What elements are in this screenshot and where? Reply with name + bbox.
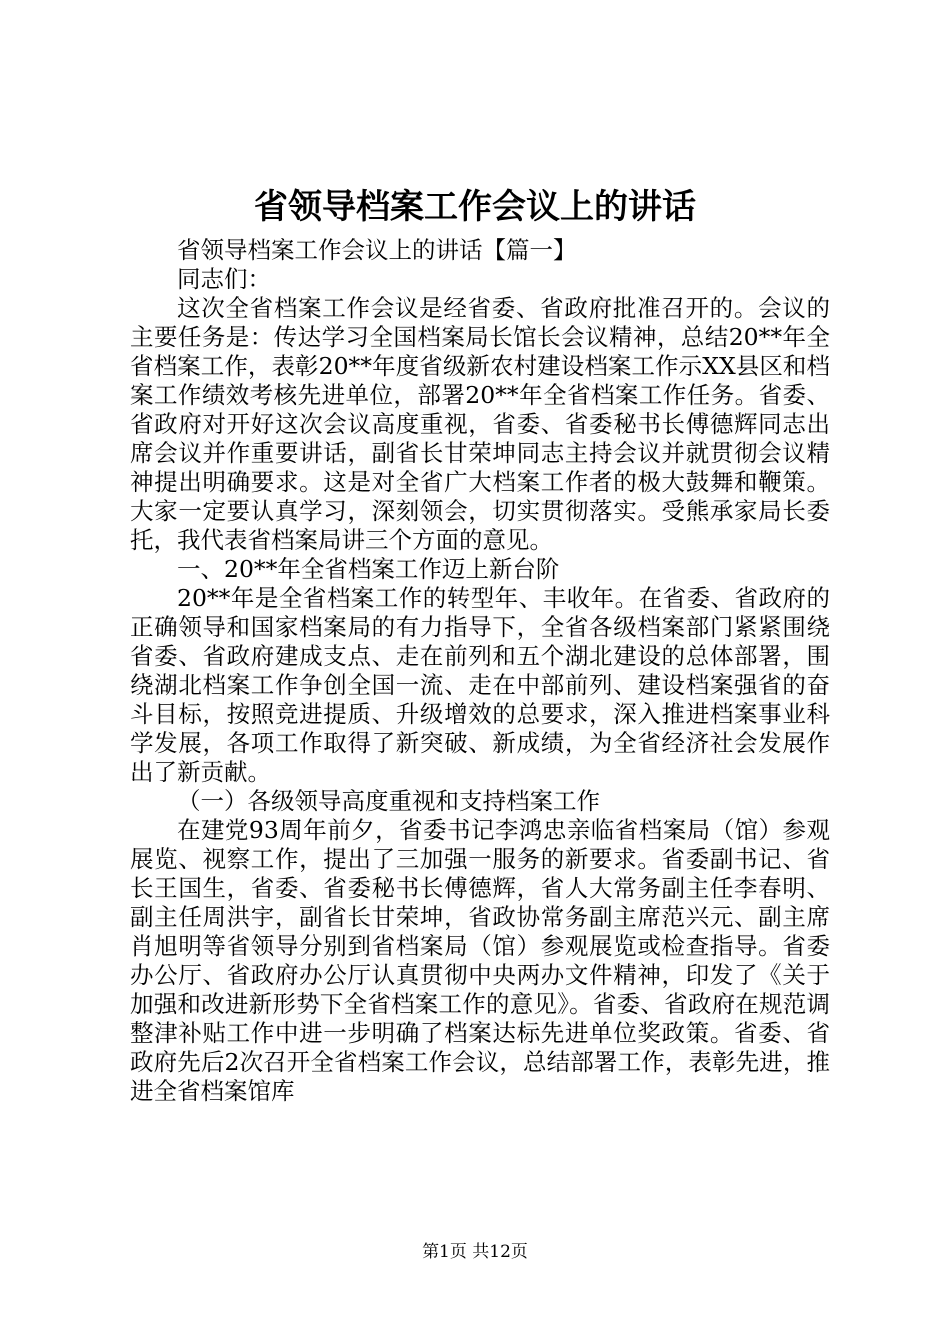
paragraph-subsection-1: 在建党93周年前夕，省委书记李鸿忠亲临省档案局（馆）参观展览、视察工作，提出了三加强一服务的新要求。省委副书记、省长王国生，省委、省委秘书长傅德辉，省人大常务副主任李春明、副主任周洪宇，副省长甘荣坤，省政协常务副主席范兴元、副主席肖旭明等省领导分别到省档案局（馆）参观展览或检查指导。省委办公厅、省政府办公厅认真贯彻中央两办文件精神，印发了《关于加强和改进新形势下全省档案工作的意见》。省委、省政府在规范调整津补贴工作中进一步明确了档案达标先进单位奖政策。省委、省政府先后2次召开全省档案工作会议，总结部署工作，表彰先进，推进全省档案馆库: [130, 816, 830, 1105]
paragraph-section-1: 20**年是全省档案工作的转型年、丰收年。在省委、省政府的正确领导和国家档案局的有力指导下，全省各级档案部门紧紧围绕省委、省政府建成支点、走在前列和五个湖北建设的总体部署，围绕湖北档案工作争创全国一流、走在中部前列、建设档案强省的奋斗目标，按照竞进提质、升级增效的总要求，深入推进档案事业科学发展，各项工作取得了新突破、新成绩，为全省经济社会发展作出了新贡献。: [130, 584, 830, 786]
section-heading-1: 一、20**年全省档案工作迈上新台阶: [177, 555, 560, 583]
paragraph-salutation: 同志们：: [177, 265, 271, 293]
document-title: 省领导档案工作会议上的讲话: [254, 187, 696, 227]
paragraph-heading: 省领导档案工作会议上的讲话【篇一】: [177, 236, 577, 264]
document-body: [130, 236, 830, 1106]
page-number-footer: 第1页 共12页: [422, 1242, 528, 1262]
paragraph-intro: 这次全省档案工作会议是经省委、省政府批准召开的。会议的主要任务是：传达学习全国档案局长馆长会议精神，总结20**年全省档案工作，表彰20**年度省级新农村建设档案工作示XX县区和档案工作绩效考核先进单位，部署20**年全省档案工作任务。省委、省政府对开好这次会议高度重视，省委、省委秘书长傅德辉同志出席会议并作重要讲话，副省长甘荣坤同志主持会议并就贯彻会议精神提出明确要求。这是对全省广大档案工作者的极大鼓舞和鞭策。大家一定要认真学习，深刻领会，切实贯彻落实。受熊承家局长委托，我代表省档案局讲三个方面的意见。: [130, 294, 830, 554]
subsection-heading-1: （一）各级领导高度重视和支持档案工作: [177, 787, 600, 815]
